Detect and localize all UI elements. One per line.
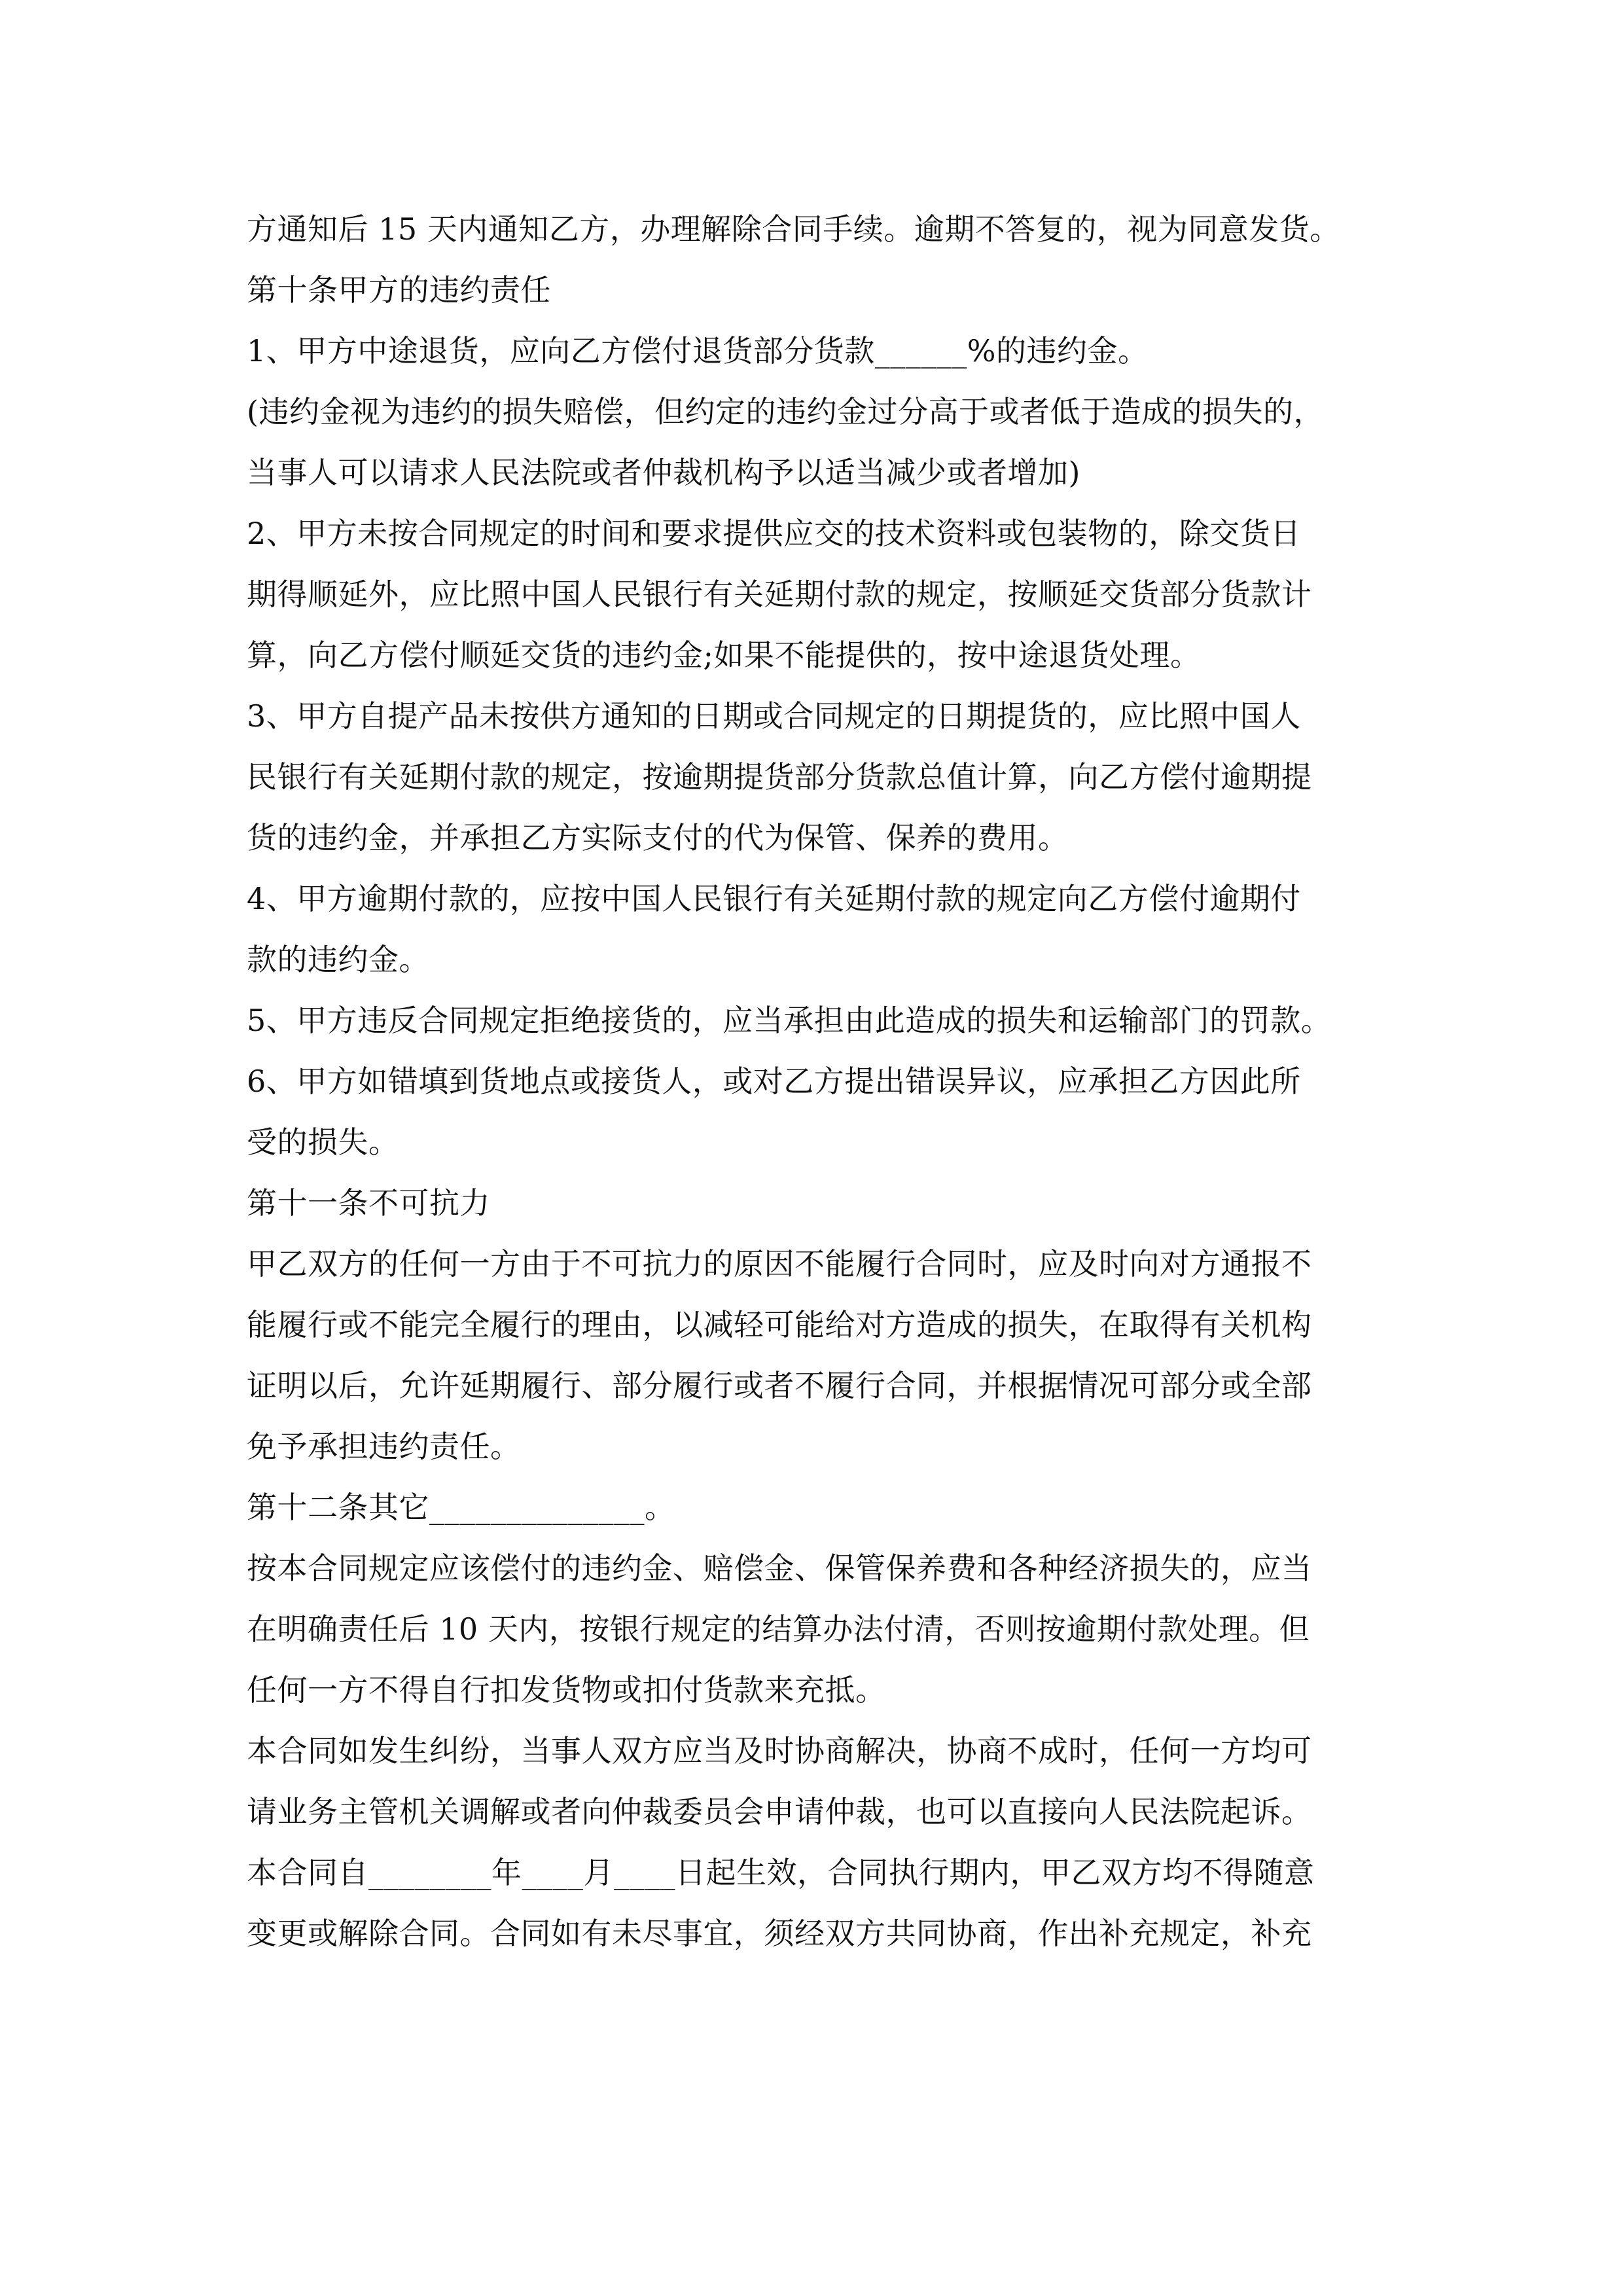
text-line: 甲乙双方的任何一方由于不可抗力的原因不能履行合同时，应及时向对方通报不 bbox=[247, 1246, 1312, 1282]
text-line: 请业务主管机关调解或者向仲裁委员会申请仲裁，也可以直接向人民法院起诉。 bbox=[247, 1794, 1312, 1829]
text-line: 能履行或不能完全履行的理由，以减轻可能给对方造成的损失，在取得有关机构 bbox=[247, 1307, 1312, 1342]
text-line: (违约金视为违约的损失赔偿，但约定的违约金过分高于或者低于造成的损失的， bbox=[247, 394, 1324, 429]
text-line: 本合同如发生纠纷，当事人双方应当及时协商解决，协商不成时，任何一方均可 bbox=[247, 1733, 1312, 1768]
text-line: 款的违约金。 bbox=[247, 942, 429, 977]
section-heading: 第十条甲方的违约责任 bbox=[247, 272, 551, 308]
text-line: 免予承担违约责任。 bbox=[247, 1429, 521, 1464]
text-line: 6、甲方如错填到货地点或接货人，或对乙方提出错误异议，应承担乙方因此所 bbox=[247, 1064, 1301, 1099]
text-line: 算，向乙方偿付顺延交货的违约金;如果不能提供的，按中途退货处理。 bbox=[247, 637, 1201, 673]
text-line: 4、甲方逾期付款的，应按中国人民银行有关延期付款的规定向乙方偿付逾期付 bbox=[247, 881, 1301, 916]
text-line: 按本合同规定应该偿付的违约金、赔偿金、保管保养费和各种经济损失的，应当 bbox=[247, 1551, 1312, 1586]
text-line: 3、甲方自提产品未按供方通知的日期或合同规定的日期提货的，应比照中国人 bbox=[247, 698, 1301, 734]
section-heading: 第十二条其它______________。 bbox=[247, 1490, 675, 1525]
text-line: 货的违约金，并承担乙方实际支付的代为保管、保养的费用。 bbox=[247, 820, 1069, 855]
text-line: 本合同自________年____月____日起生效，合同执行期内，甲乙双方均不得随意 bbox=[247, 1855, 1315, 1890]
text-line: 受的损失。 bbox=[247, 1124, 399, 1160]
text-line: 当事人可以请求人民法院或者仲裁机构予以适当减少或者增加) bbox=[247, 455, 1080, 490]
text-line: 在明确责任后 10 天内，按银行规定的结算办法付清，否则按逾期付款处理。但 bbox=[247, 1611, 1310, 1647]
document-body bbox=[247, 199, 1425, 1964]
text-line: 任何一方不得自行扣发货物或扣付货款来充抵。 bbox=[247, 1672, 886, 1708]
text-line: 1、甲方中途退货，应向乙方偿付退货部分货款______%的违约金。 bbox=[247, 333, 1149, 368]
text-line: 证明以后，允许延期履行、部分履行或者不履行合同，并根据情况可部分或全部 bbox=[247, 1368, 1312, 1403]
text-line: 方通知后 15 天内通知乙方，办理解除合同手续。逾期不答复的，视为同意发货。 bbox=[247, 211, 1340, 247]
section-heading: 第十一条不可抗力 bbox=[247, 1185, 490, 1221]
text-line: 5、甲方违反合同规定拒绝接货的，应当承担由此造成的损失和运输部门的罚款。 bbox=[247, 1003, 1332, 1038]
text-line: 2、甲方未按合同规定的时间和要求提供应交的技术资料或包装物的，除交货日 bbox=[247, 516, 1301, 551]
text-line: 期得顺延外，应比照中国人民银行有关延期付款的规定，按顺延交货部分货款计 bbox=[247, 577, 1312, 612]
text-line: 变更或解除合同。合同如有未尽事宜，须经双方共同协商，作出补充规定，补充 bbox=[247, 1916, 1312, 1951]
text-line: 民银行有关延期付款的规定，按逾期提货部分货款总值计算，向乙方偿付逾期提 bbox=[247, 759, 1312, 795]
